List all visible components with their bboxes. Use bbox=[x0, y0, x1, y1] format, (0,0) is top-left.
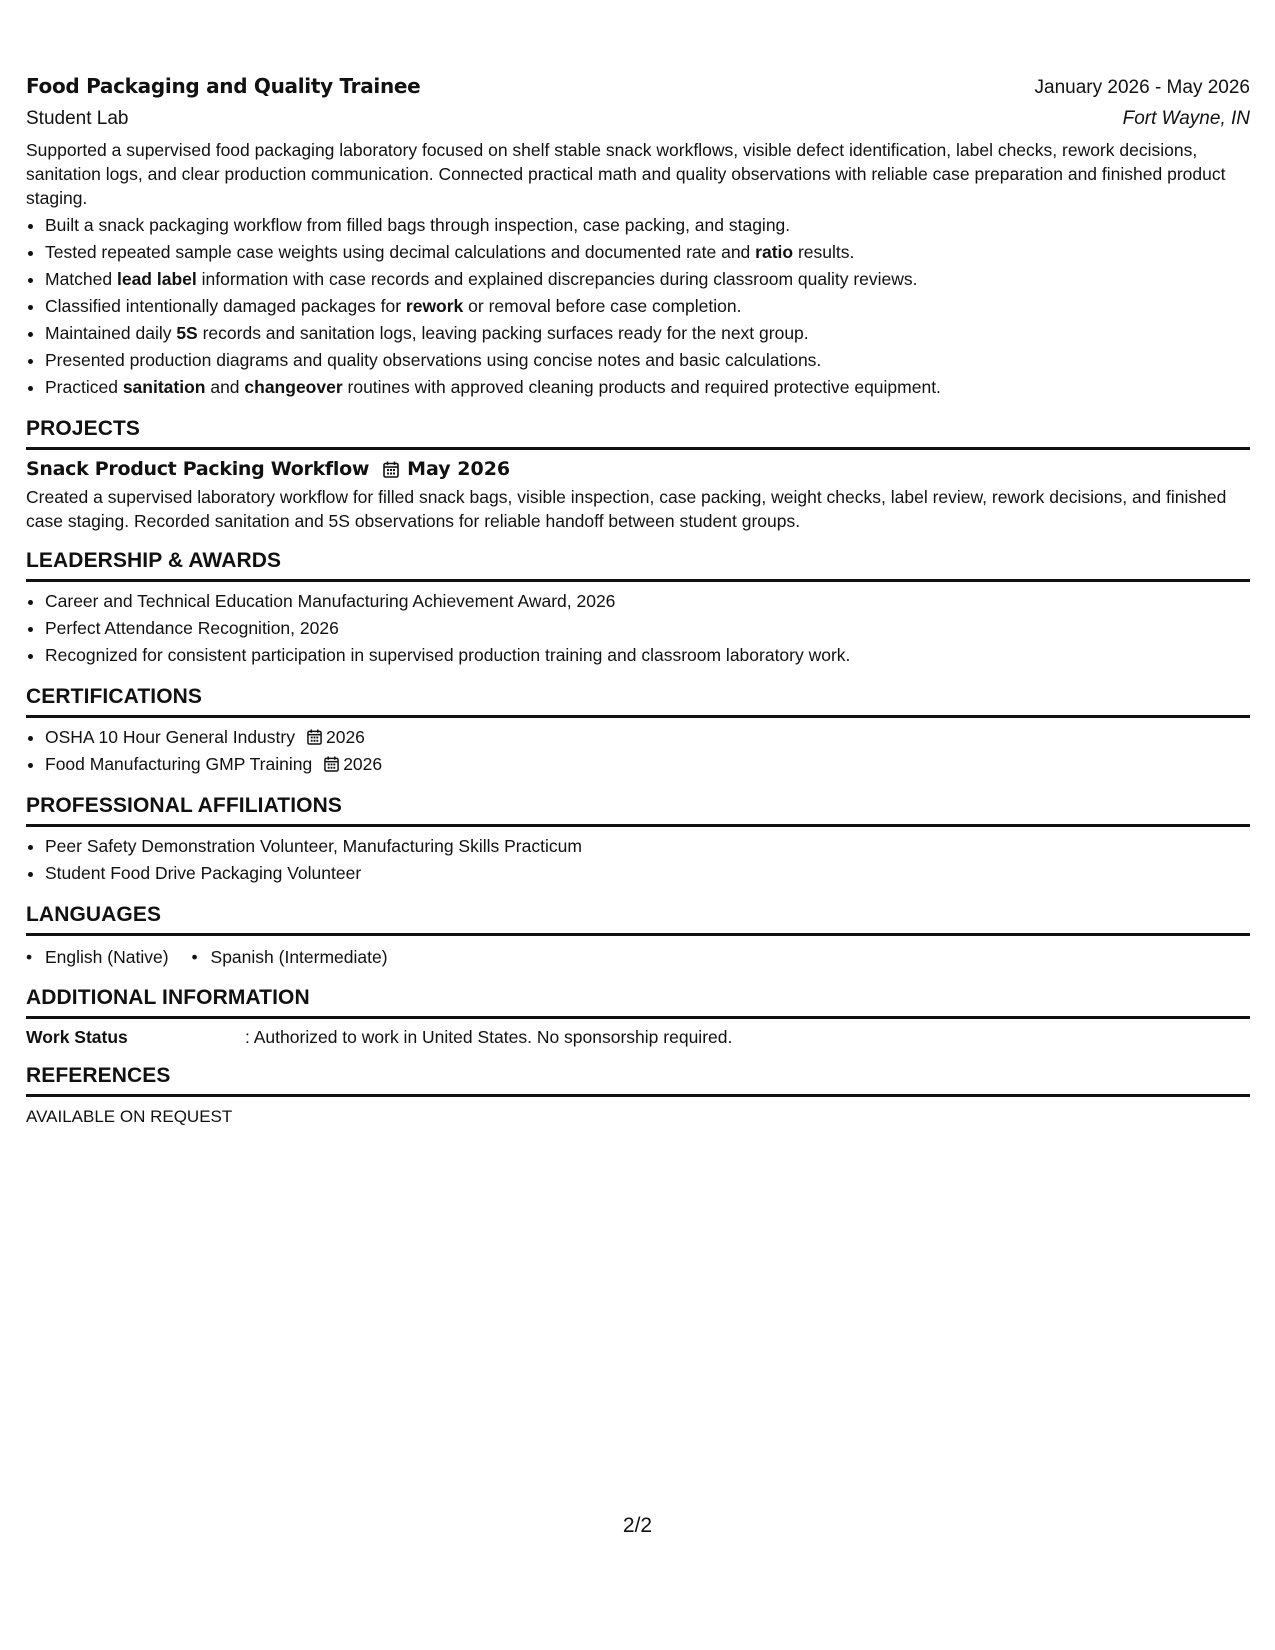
section-heading: CERTIFICATIONS bbox=[26, 685, 1250, 718]
bullet-text: information with case records and explained discrepancies during classroom quality reviews. bbox=[196, 269, 918, 289]
certification-name: OSHA 10 Hour General Industry bbox=[45, 727, 295, 747]
job-bullets bbox=[26, 212, 1250, 401]
bullet-text: Matched bbox=[45, 269, 117, 289]
job-organization: Student Lab bbox=[26, 108, 129, 129]
list-item: • Peer Safety Demonstration Volunteer, Manufacturing Skills Practicum bbox=[45, 833, 1250, 860]
leadership-section bbox=[26, 549, 1250, 669]
list-item bbox=[45, 724, 1250, 751]
certification-year: 2026 bbox=[325, 727, 365, 747]
list-item bbox=[45, 239, 1250, 266]
bullet-text: and bbox=[205, 377, 245, 397]
affiliations-list bbox=[26, 833, 1250, 887]
work-status-value: : Authorized to work in United States. No sponsorship required. bbox=[245, 1027, 733, 1047]
job-header bbox=[26, 74, 1250, 99]
section-heading: ADDITIONAL INFORMATION bbox=[26, 986, 1250, 1019]
section-heading: LANGUAGES bbox=[26, 903, 1250, 936]
bullet-text: Classified intentionally damaged packages for bbox=[45, 296, 406, 316]
calendar-icon bbox=[324, 753, 339, 769]
languages-list bbox=[26, 944, 1250, 970]
project-description: Created a supervised laboratory workflow for filled snack bags, visible inspection, case packing, weight checks, label review, rework decisions, and finished case staging. Recorded sanitation and 5S observations for reliable handoff between student groups. bbox=[26, 487, 1227, 531]
bullet-text: routines with approved cleaning products and required protective equipment. bbox=[342, 377, 941, 397]
calendar-icon bbox=[307, 726, 322, 742]
list-item bbox=[45, 374, 1250, 401]
bullet-text: or removal before case completion. bbox=[463, 296, 742, 316]
bullet-text: results. bbox=[793, 242, 855, 262]
bullet-keyword: ratio bbox=[755, 242, 794, 262]
bullet-keyword: rework bbox=[405, 296, 464, 316]
section-heading: PROJECTS bbox=[26, 417, 1250, 450]
bullet-text: Presented production diagrams and quality observations using concise notes and basic calculations. bbox=[45, 350, 822, 370]
work-status-row bbox=[26, 1027, 1250, 1048]
section-heading: PROFESSIONAL AFFILIATIONS bbox=[26, 794, 1250, 827]
list-item: • Career and Technical Education Manufacturing Achievement Award, 2026 bbox=[45, 588, 1250, 615]
job-dates: January 2026 - May 2026 bbox=[1034, 77, 1250, 98]
list-item: • English (Native) bbox=[26, 944, 169, 970]
affiliations-section bbox=[26, 794, 1250, 887]
list-item bbox=[45, 212, 1250, 239]
list-item bbox=[45, 320, 1250, 347]
list-item bbox=[45, 266, 1250, 293]
list-item bbox=[45, 293, 1250, 320]
certification-name: Food Manufacturing GMP Training bbox=[45, 754, 313, 774]
certifications-list bbox=[26, 724, 1250, 778]
list-item: • Recognized for consistent participation in supervised production training and classroom laboratory work. bbox=[45, 642, 1250, 669]
bullet-text: Tested repeated sample case weights using decimal calculations and documented rate and bbox=[45, 242, 756, 262]
bullet-text: Built a snack packaging workflow from filled bags through inspection, case packing, and staging. bbox=[45, 215, 791, 235]
bullet-keyword: changeover bbox=[244, 377, 343, 397]
bullet-keyword: sanitation bbox=[122, 377, 206, 397]
bullet-text: Maintained daily bbox=[45, 323, 177, 343]
job-subheader bbox=[26, 108, 1250, 130]
project-date: May 2026 bbox=[407, 458, 511, 480]
list-item: • Student Food Drive Packaging Volunteer bbox=[45, 860, 1250, 887]
list-item: • Spanish (Intermediate) bbox=[192, 944, 388, 970]
job-summary: Supported a supervised food packaging laboratory focused on shelf stable snack workflows, visible defect identification, label checks, rework decisions, sanitation logs, and clear production communication. Connected practical math and quality observations with reliable case preparation and finished product staging. bbox=[26, 140, 1226, 208]
job-title: Food Packaging and Quality Trainee bbox=[26, 74, 421, 98]
calendar-icon bbox=[383, 461, 399, 478]
list-item bbox=[45, 751, 1250, 778]
projects-section bbox=[26, 417, 1250, 533]
resume-page bbox=[26, 74, 1250, 1127]
project-header bbox=[26, 458, 1250, 480]
certification-year: 2026 bbox=[343, 754, 383, 774]
bullet-keyword: 5S bbox=[176, 323, 198, 343]
bullet-text: records and sanitation logs, leaving packing surfaces ready for the next group. bbox=[197, 323, 809, 343]
references-section bbox=[26, 1064, 1250, 1127]
languages-section bbox=[26, 903, 1250, 970]
bullet-keyword: lead label bbox=[116, 269, 197, 289]
experience-entry bbox=[26, 74, 1250, 401]
certifications-section bbox=[26, 685, 1250, 778]
references-text: AVAILABLE ON REQUEST bbox=[26, 1107, 233, 1126]
awards-list bbox=[26, 588, 1250, 669]
work-status-label: Work Status bbox=[26, 1027, 128, 1047]
section-heading: LEADERSHIP & AWARDS bbox=[26, 549, 1250, 582]
bullet-text: Practiced bbox=[45, 377, 123, 397]
page-number: 2/2 bbox=[622, 1514, 653, 1537]
job-location: Fort Wayne, IN bbox=[1122, 108, 1250, 129]
section-heading: REFERENCES bbox=[26, 1064, 1250, 1097]
list-item bbox=[45, 347, 1250, 374]
additional-info-section bbox=[26, 986, 1250, 1048]
project-name: Snack Product Packing Workflow bbox=[26, 458, 370, 480]
list-item: • Perfect Attendance Recognition, 2026 bbox=[45, 615, 1250, 642]
